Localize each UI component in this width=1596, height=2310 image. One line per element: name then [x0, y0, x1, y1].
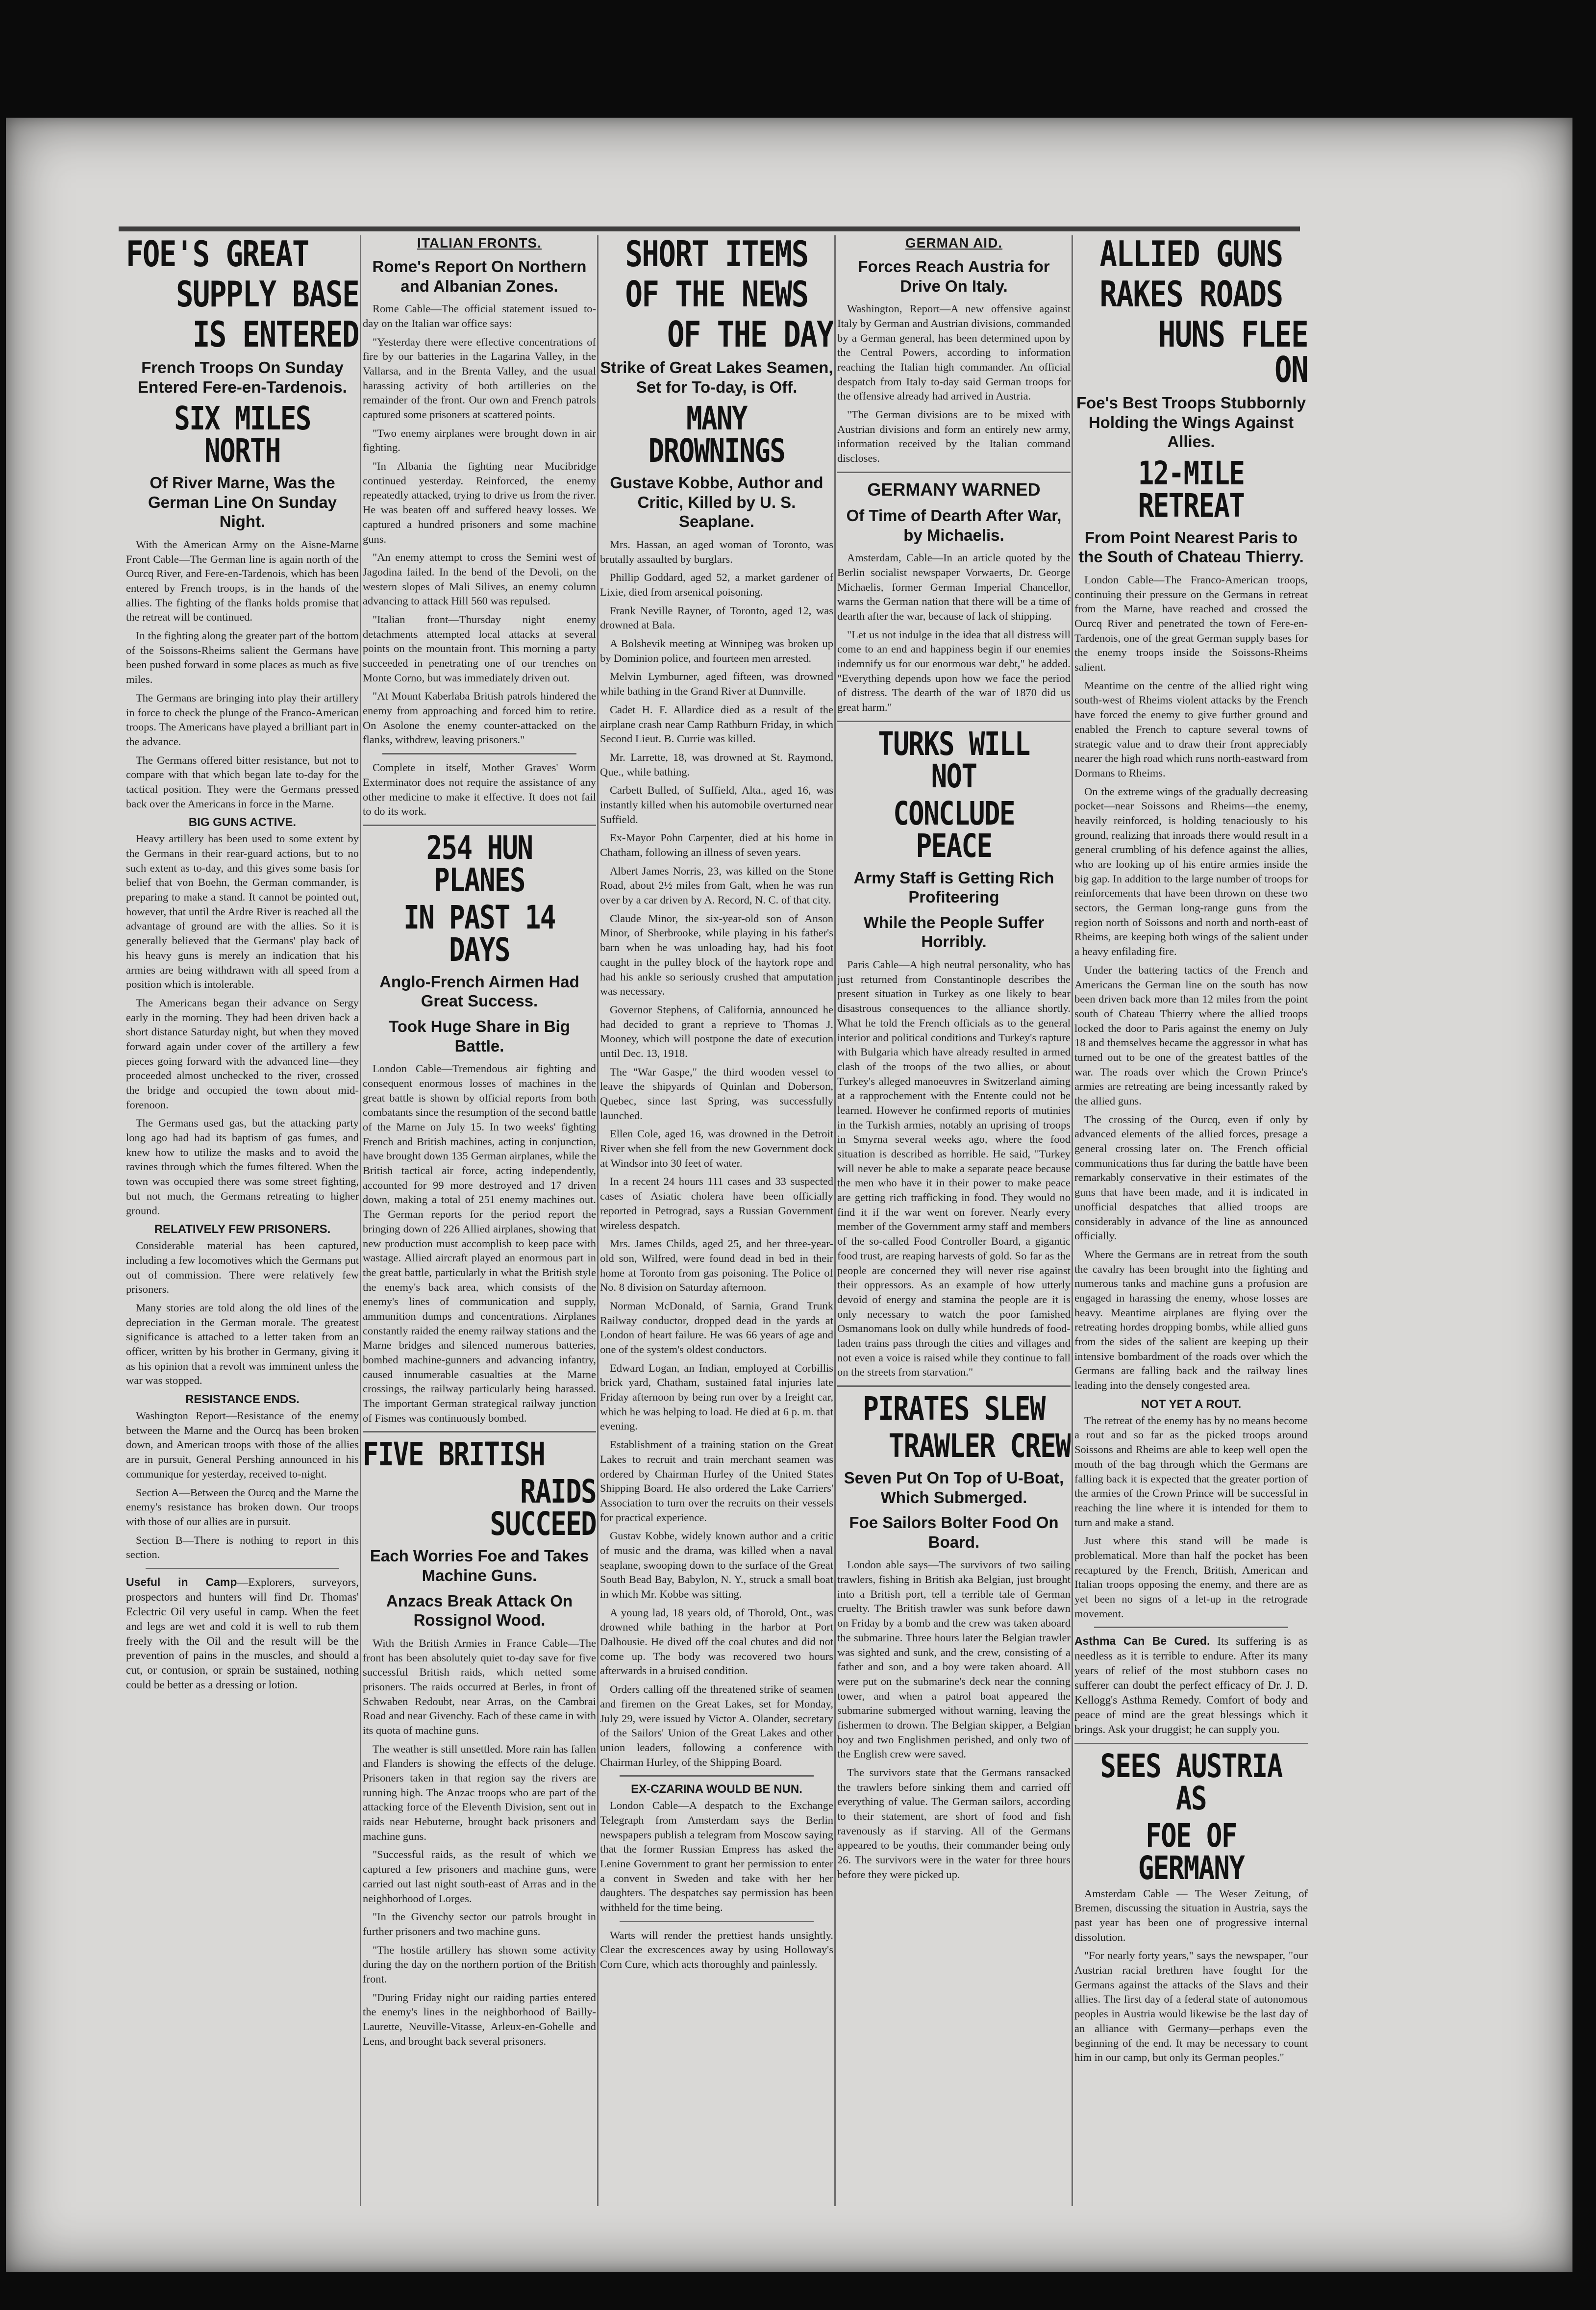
news-item: Governor Stephens, of California, announced he had decided to grant a reprieve to Thomas J. Mooney, which will postpone the date of execution until Dec. 13, 1918. [600, 1003, 833, 1059]
paragraph: With the American Army on the Aisne-Marne Front Cable—The German line is again north of the Ourcq River, and Fere-en-Tardenois, which has been entered by French troops, is in the hands of the allies. The fighting of the flanks holds promise that the retreat will be continued. [126, 538, 359, 624]
paragraph: Washington Report—Resistance of the enemy between the Marne and the Ourcq has been broken down, and American troops with those of the allies are in pursuit, General Pershing announced in his communique for yesterday, received to-night. [126, 1409, 359, 1480]
headline-line: OF THE DAY [667, 314, 833, 355]
paragraph: "For nearly forty years," says the newspaper, "our Austrian racial brethren have fought for the Germans against the attacks of the Slavs and their allies. The first day of a federal state of autonomous peoples in Austria would likewise be the last day of an alliance with Germany—perhaps even the beginning of the end. It may be necessary to count him in our camp, but only its German peoples." [1074, 1949, 1308, 2064]
deck: Foe's Best Troops Stubbornly Holding the Wings Against Allies. [1076, 394, 1306, 451]
deck: Army Staff is Getting Rich Profiteering [853, 868, 1054, 906]
divider [837, 472, 1071, 473]
column-4 [837, 231, 1071, 2197]
divider [382, 753, 576, 754]
headline-line: RAKES ROADS [1099, 274, 1283, 315]
paragraph: Many stories are told along the old lines of the depreciation in the German morale. The greatest significance is attached to a letter taken from an officer, written by his brother in Germany, giving it as his opinion that a revolt was imminent unless the war was stopped. [126, 1301, 359, 1387]
column-2 [363, 231, 596, 2197]
deck: French Troops On Sunday Entered Fere-en-Tardenois. [138, 358, 347, 396]
deck: Of River Marne, Was the German Line On Sunday Night. [148, 474, 337, 531]
subheading: RESISTANCE ENDS. [185, 1393, 299, 1406]
paragraph: "Successful raids, as the result of which we captured a few prisoners and machine guns, were carried out last night south-east of Arras and in the neighborhood of Lorges. [363, 1848, 596, 1905]
paragraph: Where the Germans are in retreat from the south the cavalry has been brought into the fighting and numerous tanks and machine guns a profusion are engaged in harassing the enemy, whose losses are heavy. Meantime airplanes are flying over the retreating hordes dropping bombs, while allied guns from the sides of the salient are keeping up their intensive bombardment of the roads over which the Germans are falling back and the railway lines leading into the densely congested area. [1074, 1248, 1308, 1392]
headline-line: SUPPLY BASE [176, 274, 359, 315]
paragraph: Under the battering tactics of the French and Americans the German line on the south has now been driven back more than 12 miles from the point south of Chateau Thierry where the allied troops locked the door to Paris against the enemy on July 18 and themselves became the aggressor in what has turned out to be one of the greatest battles of the war. The roads over which the Crown Prince's armies are retreating are being incessantly raked by the allied guns. [1074, 963, 1308, 1107]
headline-line: TURKS WILL NOT [878, 725, 1030, 795]
advertisement: Complete in itself, Mother Graves' Worm Exterminator does not require the assistance of any other medicine to make it effective. It does not fail to do its work. [363, 761, 596, 818]
deck: Rome's Report On Northern and Albanian Zones. [372, 257, 587, 295]
paragraph: "At Mount Kaberlaba British patrols hindered the enemy from approaching and forced him to retire. On Asolone the enemy counter-attacked on the flanks, withdrew, leaving prisoners." [363, 690, 596, 746]
headline: GERMANY WARNED [867, 479, 1041, 500]
divider [1074, 1743, 1308, 1744]
paragraph: Section A—Between the Ourcq and the Marne the enemy's resistance has broken down. Our troops with those of our allies are in pursuit. [126, 1486, 359, 1528]
advertisement [126, 1575, 359, 1692]
headline-line: 254 HUN PLANES [426, 829, 533, 899]
news-item: Gustav Kobbe, widely known author and a critic of music and the drama, was killed when a naval seaplane, swooping down to the surface of the Great South Bead Bay, Babylon, N. Y., struck a small boat in which Mr. Kobbe was sitting. [600, 1530, 833, 1601]
headline-line: CONCLUDE PEACE [893, 794, 1015, 865]
divider [363, 825, 596, 826]
paragraph: The retreat of the enemy has by no means become a rout and so far as the picked troops around Soissons and Rheims are able to keep well open the mouth of the bag through which the Germans are falling back it is expected that the greater portion of the armies of the Crown Prince will be successful in reaching the line where it is intended for them to turn and make a stand. [1074, 1414, 1308, 1529]
paragraph: Meantime on the centre of the allied right wing south-west of Rheims violent attacks by the French have forced the enemy to give further ground and enabled the French to capture several towns of strategic value and to draw their front appreciably nearer the high road which runs north-eastward from Dormans to Rheims. [1074, 679, 1308, 779]
headline-line: PIRATES SLEW [863, 1390, 1045, 1428]
paragraph: "An enemy attempt to cross the Semini west of Jagodina failed. In the bend of the Devoli, on the western slopes of Mali Silives, an enemy column advancing to attack Hill 560 was repulsed. [363, 551, 596, 607]
column-3 [600, 231, 833, 2197]
headline: 12-MILE RETREAT [1138, 454, 1245, 525]
news-items-list [600, 537, 833, 1769]
column-rule [360, 235, 361, 2206]
headline-line: RAIDS SUCCEED [490, 1473, 596, 1543]
advertisement [1074, 1634, 1308, 1736]
masthead-rule [119, 226, 1300, 231]
paragraph: The Germans offered bitter resistance, but not to compare with that which began late to-day for the tactical position. They were the Germans pressed back over the Americans in force in the Marne. [126, 753, 359, 810]
news-item: Ex-Mayor Pohn Carpenter, died at his home in Chatham, following an illness of seven years. [600, 831, 833, 859]
paragraph: Section B—There is nothing to report in this section. [126, 1533, 359, 1561]
deck: Each Worries Foe and Takes Machine Guns. [370, 1547, 589, 1585]
news-item: A Bolshevik meeting at Winnipeg was broken up by Dominion police, and fourteen men arrested. [600, 637, 833, 664]
news-item: Frank Neville Rayner, of Toronto, aged 12, was drowned at Bala. [600, 604, 833, 631]
news-item: Norman McDonald, of Sarnia, Grand Trunk Railway conductor, dropped dead in the yards at London of heart failure. He was 66 years of age and one of the system's oldest conductors. [600, 1299, 833, 1356]
divider [837, 721, 1071, 722]
paragraph: "The hostile artillery has shown some activity during the day on the northern portion of the British front. [363, 1943, 596, 1985]
headline-line: SEES AUSTRIA AS [1100, 1747, 1282, 1817]
news-item: A young lad, 18 years old, of Thorold, Ont., was drowned while bathing in the harbor at Port Dalhousie. He dived off the coal chutes and did not come up. The body was recovered two hours afterwards in a bruised condition. [600, 1606, 833, 1677]
column-1 [126, 231, 359, 2197]
headline-line: HUNS FLEE ON [1158, 314, 1308, 390]
paragraph: "The German divisions are to be mixed with Austrian divisions and form an entirely new army, information received by the Italian command discloses. [837, 408, 1071, 465]
paragraph: The crossing of the Ourcq, even if only by advanced elements of the allied forces, presage a general crossing later on. The French official communications thus far during the battle have been remarkably conservative in their estimates of the guns that have been made, and it is indicated in unofficial despatches that allied troops are considerably in advance of the line as announced officially. [1074, 1113, 1308, 1242]
paragraph: The Germans are bringing into play their artillery in force to check the plunge of the Franco-American troops. The Americans have played a brilliant part in the advance. [126, 691, 359, 748]
news-item: Mrs. Hassan, an aged woman of Toronto, was brutally assaulted by burglars. [600, 538, 833, 565]
deck: Strike of Great Lakes Seamen, Set for To-day, is Off. [600, 358, 833, 396]
paragraph: "Italian front—Thursday night enemy detachments attempted local attacks at several points on the mountain front. This morning a party succeeded in penetrating one of our trenches on Monte Corno, but was immediately driven out. [363, 613, 596, 684]
paragraph: Amsterdam Cable — The Weser Zeitung, of Bremen, discussing the situation in Austria, says the past year has been one of progressive internal dissolution. [1074, 1887, 1308, 1943]
news-item: In a recent 24 hours 111 cases and 33 suspected cases of Asiatic cholera have been officially reported in Petrograd, says a Russian Government wireless despatch. [600, 1175, 833, 1231]
news-item: Orders calling off the threatened strike of seamen and firemen on the Great Lakes, set for Monday, July 29, were issued by Victor A. Olander, secretary of the Sailors' Union of the Great Lakes and other union leaders, following a conference with Chairman Hurley, of the Shipping Board. [600, 1683, 833, 1768]
paragraph: The weather is still unsettled. More rain has fallen and Flanders is showing the effects of the deluge. Prisoners taken in that region say the rivers are running high. The Anzac troops who are part of the attacking force of the Eleventh Division, sent out in raids near Hebuterne, brought back prisoners and machine guns. [363, 1742, 596, 1842]
deck: Of Time of Dearth After War, by Michaelis. [846, 506, 1062, 544]
divider [146, 1568, 339, 1569]
column-rule [597, 235, 598, 2206]
deck: Seven Put On Top of U-Boat, Which Submerged. [844, 1469, 1064, 1507]
headline: SIX MILES NORTH [174, 400, 311, 470]
headline-line: IS ENTERED [192, 314, 359, 355]
news-item: The "War Gaspe," the third wooden vessel to leave the shipyards of Quinlan and Doberson, Quebec, since last Spring, was successfully launched. [600, 1065, 833, 1122]
column-rule [1072, 235, 1073, 2206]
news-item: Albert James Norris, 23, was killed on the Stone Road, about 2½ miles from Galt, when he was run over by a car driven by A. Record, N. C. of that city. [600, 864, 833, 906]
paragraph: With the British Armies in France Cable—The front has been absolutely quiet to-day save for five successful British raids, which netted some prisoners. The raids occurred at Berles, in front of Schwaben Redoubt, near Arras, on the Cambrai Road and near Givenchy. Each of these came in with its quota of machine guns. [363, 1636, 596, 1736]
headline-line: ALLIED GUNS [1099, 233, 1283, 275]
deck: Forces Reach Austria for Drive On Italy. [858, 257, 1050, 295]
news-item: Claude Minor, the six-year-old son of Anson Minor, of Sherbrooke, while playing in his father's barn when he was unloading hay, had his foot caught in the pulley block of the haytork rope and had his ankle so seriously crushed that amputation was necessary. [600, 912, 833, 998]
ad-text: —Explorers, surveyors, prospectors and hunters will find Dr. Thomas' Eclectric Oil very useful in camp. When the feet and legs are wet and cold it is well to rub them freely with the Oil and the result will be the prevention of pains in the muscles, and should a cut, or contusion, or sprain be sustained, nothing could be better as a dressing or lotion. [126, 1576, 359, 1691]
column-rule [834, 235, 836, 2206]
ad-text: Its suffering is as needless as it is terrible to endure. After its many years of relief of the most stubborn cases no sufferer can doubt the perfect efficacy of Dr. J. D. Kellogg's Asthma Remedy. Comfort of body and peace of mind are the great blessings which it brings. Ask your druggist; he can supply you. [1074, 1635, 1308, 1735]
paragraph: London Cable—The Franco-American troops, continuing their pressure on the Germans in retreat from the Marne, have reached and crossed the Ourcq River and penetrated the town of Fere-en-Tardenois, one of the great German supply bases for the enemy troops inside the Soissons-Rheims salient. [1074, 573, 1308, 674]
subheading: NOT YET A ROUT. [1141, 1397, 1242, 1411]
deck: From Point Nearest Paris to the South of Chateau Thierry. [1078, 528, 1304, 566]
deck: Gustave Kobbe, Author and Critic, Killed by U. S. Seaplane. [610, 474, 823, 531]
ad-title: Useful in Camp [126, 1575, 237, 1588]
paragraph: "Let us not indulge in the idea that all distress will come to an end and happiness begin if our enemies indemnify us for our enormous war debt," he added. "Everything depends upon how we face the period of distress. The dearth of the war of 1870 did us great harm." [837, 628, 1071, 713]
divider [837, 1385, 1071, 1387]
deck: While the People Suffer Horribly. [863, 913, 1045, 951]
news-item: Establishment of a training station on the Great Lakes to recruit and train merchant seamen was ordered by Chairman Hurley of the United States Shipping Board. He also ordered the Lake Carriers' Association to turn over the recruits on their vessels for practical experience. [600, 1438, 833, 1524]
ad-title: Asthma Can Be Cured. [1074, 1634, 1210, 1648]
headline-line: SHORT ITEMS [625, 233, 808, 275]
paragraph: The survivors state that the Germans ransacked the trawlers before sinking them and carried off everything of value. The German sailors, according to their statement, are short of food and fish ravenously as if starving. All of the Germans appeared to be youths, their commander being only 26. The survivors were in the water for three hours before they were picked up. [837, 1766, 1071, 1881]
paragraph: Considerable material has been captured, including a few locomotives which the Germans put out of commission. There were relatively few prisoners. [126, 1239, 359, 1296]
news-item: Carbett Bulled, of Suffield, Alta., aged 16, was instantly killed when his automobile overturned near Suffield. [600, 784, 833, 826]
paragraph: On the extreme wings of the gradually decreasing pocket—near Soissons and Rheims—the enemy, heavily reinforced, is holding tenaciously to his ground, realizing that inroads there would result in a general crumbling of his defence against the allies, who are looking up of his entire armies inside the big gap. In addition to the large number of troops for reinforcements that have been thrown on these two sectors, the German long-range guns from the region north of Soissons and north and north-east of Rheims, are keeping both wings of the salient under a heavy enfilading fire. [1074, 785, 1308, 958]
kicker: ITALIAN FRONTS. [417, 235, 542, 251]
news-item: Mr. Larrette, 18, was drowned at St. Raymond, Que., while bathing. [600, 751, 833, 778]
paragraph: The Germans used gas, but the attacking party long ago had had its baptism of gas fumes, and knew how to utilize the masks and to avoid the ravines through which the fumes filtered. When the town was occupied there was some street fighting, but not much, the Germans retreating to higher ground. [126, 1117, 359, 1217]
advertisement: Warts will render the prettiest hands unsightly. Clear the excrescences away by using Holloway's Corn Cure, which acts thoroughly and painlessly. [600, 1929, 833, 1971]
kicker: GERMAN AID. [905, 235, 1003, 251]
paragraph: Heavy artillery has been used to some extent by the Germans in their rear-guard actions, but to no such extent as to-day, and this gives some basis for belief that von Boehn, the German commander, is preparing to make a stand. It cannot be pointed out, however, that until the Ardre River is reached all the advantage of ground are with the allies. So it is generally believed that the Germans' play back of his heavy guns is merely an indication that his armies are being withdrawn with all speed from a position which is intolerable. [126, 832, 359, 991]
deck: Anzacs Break Attack On Rossignol Wood. [386, 1591, 573, 1630]
headline-line: TRAWLER CREW [888, 1427, 1071, 1465]
subheading: RELATIVELY FEW PRISONERS. [154, 1223, 331, 1236]
divider [620, 1775, 814, 1777]
headline-line: OF THE NEWS [625, 274, 808, 315]
divider [363, 1431, 596, 1432]
paragraph: Amsterdam, Cable—In an article quoted by the Berlin socialist newspaper Vorwaerts, Dr. George Michaelis, former German Imperial Chancellor, warns the German nation that there will be a time of dearth after the war, because of lack of shipping. [837, 552, 1071, 622]
headline-line: FOE OF GERMANY [1138, 1816, 1245, 1887]
divider [620, 1921, 814, 1922]
headline-line: FIVE BRITISH [363, 1435, 545, 1474]
deck: Took Huge Share in Big Battle. [389, 1017, 570, 1055]
headline-line: FOE'S GREAT [126, 233, 309, 275]
headline: MANY DROWNINGS [648, 400, 785, 470]
paragraph: In the fighting along the greater part of the bottom of the Soissons-Rheims salient the Germans have been pushed forward in some places as much as five miles. [126, 629, 359, 686]
paragraph: "Yesterday there were effective concentrations of fire by our batteries in the Lagarina Valley, in the Vallarsa, and in the Brenta Valley, and the usual harassing activity of both artilleries on the remainder of the front. Our own and French patrols captured some prisoners at scattered points. [363, 335, 596, 421]
news-item: Melvin Lymburner, aged fifteen, was drowned while bathing in the Grand River at Dunnville. [600, 670, 833, 698]
paragraph: "In Albania the fighting near Mucibridge continued yesterday. Reinforced, the enemy repeatedly attacked, trying to drive us from the river. He was beaten off and suffered heavy losses. We captured a hundred prisoners and some machine guns. [363, 460, 596, 545]
paragraph: "During Friday night our raiding parties entered the enemy's lines in the neighborhood of Bailly-Laurette, Neuville-Vitasse, Arleux-en-Gohelle and Lens, and brought back several prisoners. [363, 1991, 596, 2047]
paragraph: Paris Cable—A high neutral personality, who has just returned from Constantinople describes the present situation in Turkey as one likely to bear disastrous consequences to the alliance shortly. What he told the French officials as to the general interior and political conditions and Turkey's rapture with Bulgaria which have already resulted in armed clash of the troops of the two allies, or about Turkey's alleged manoeuvres in Switzerland aiming at a rapprochement with the Entente could not be learned. However he confirmed reports of mutinies in the Turkish armies, notably an uprising of troops in Smyrna several weeks ago, where the food situation is described as horrible. He said, "Turkey will never be able to make a separate peace because the men who have it in their power to make peace are getting rich trafficking in food. They would no find it if the war went on forever. Nearly every member of the Government army staff and members of the so-called Food Controller Board, a gigantic food trust, are reaping harvests of gold. So far as the people are concerned they will never rise against their oppressors. As an example of how utterly devoid of energy and stamina the people are it is only necessary to watch the poor famished Osmanomans look on dully while hundreds of food-laden trains pass through the cities and villages and not even a voice is raised while they continue to fall on the streets from starvation." [837, 958, 1071, 1379]
paragraph: "Two enemy airplanes were brought down in air fighting. [363, 427, 596, 454]
column-5 [1074, 231, 1308, 2197]
paragraph: Rome Cable—The official statement issued to-day on the Italian war office says: [363, 302, 596, 329]
deck: Foe Sailors Bolter Food On Board. [849, 1513, 1059, 1551]
news-item: Ellen Cole, aged 16, was drowned in the Detroit River when she fell from the new Government dock at Windsor into 30 feet of water. [600, 1128, 833, 1169]
news-item: Edward Logan, an Indian, employed at Corbillis brick yard, Chatham, sustained fatal injuries late Friday afternoon by being run over by a freight car, which he was helping to load. He died at 6 p. m. that evening. [600, 1361, 833, 1432]
newspaper-page [6, 118, 1572, 2272]
subheading: EX-CZARINA WOULD BE NUN. [631, 1783, 802, 1796]
news-item: Mrs. James Childs, aged 25, and her three-year-old son, Wilfred, were found dead in bed in their home at Toronto from gas poisoning. The Police of No. 8 division on Saturday afternoon. [600, 1237, 833, 1294]
paragraph: London able says—The survivors of two sailing trawlers, fishing in British aka Belgian, just brought into a British port, tell a terrible tale of German cruelty. The British trawler was sunk before dawn on Friday by a bomb and the crew was taken aboard the submarine. Three hours later the Belgian trawler was sighted and sunk, and the crew, consisting of a father and son, and a boy were taken aboard. All were put on the submarine's deck near the conning tower, and when a patrol boat appeared the submarine submerged without warning, leaving the fishermen to drown. The Belgian skipper, a Belgian boy and two Englishmen perished, and only two of the English crew were saved. [837, 1558, 1071, 1760]
news-item: Phillip Goddard, aged 52, a market gardener of Lixie, died from arsenical poisoning. [600, 571, 833, 599]
divider [1094, 1627, 1288, 1628]
subheading: BIG GUNS ACTIVE. [188, 816, 297, 829]
paragraph: Just where this stand will be made is problematical. More than half the pocket has been recaptured by the French, British, American and Italian troops opposing the enemy, and there are as yet been no signs of a let-up in the retrograde movement. [1074, 1534, 1308, 1620]
paragraph: "In the Givenchy sector our patrols brought in further prisoners and two machine guns. [363, 1910, 596, 1937]
deck: Anglo-French Airmen Had Great Success. [379, 972, 579, 1010]
paragraph: London Cable—Tremendous air fighting and consequent enormous losses of machines in the great battle is shown by official reports from both combatants since the resumption of the second battle of the Marne on July 15. In two weeks' fighting French and British machines, acting in conjunction, have brought down 135 German airplanes, while the British tactical air force, acting independently, accounted for 99 more destroyed and 17 driven down, making a total of 251 enemy machines out. The German reports for the period report the bringing down of 226 Allied airplanes, showing that new production must accomplish to keep pace with wastage. Allied aircraft played an enormous part in the great battle, particularly in what the British style the enemy's back area, which consists of the enemy's lines of communication and supply, ammunition dumps and concentrations. Airplanes constantly raided the enemy railway stations and the Marne bridges and silenced numerous batteries, bombed machine-gunners and advancing infantry, caused innumerable casualties at the Marne crossings, the railway particularly being harassed. The important German strategical railway junction of Fismes was continuously bombed. [363, 1062, 596, 1424]
paragraph: London Cable—A despatch to the Exchange Telegraph from Amsterdam says the Berlin newspapers publish a telegram from Moscow saying that the former Russian Empress has asked the Lenine Government to grant her permission to enter a convent in Sweden and take with her her daughters. The despatches say permission has been withheld for the time being. [600, 1799, 833, 1914]
paragraph: The Americans began their advance on Sergy early in the morning. They had been driven back a short distance Saturday night, but when they moved forward again under cover of the artillery a few pieces going forward with the advanced line—they proceeded almost unchecked to the river, crossed the bridge and occupied the town about mid-forenoon. [126, 996, 359, 1111]
headline-line: IN PAST 14 DAYS [403, 898, 555, 969]
paragraph: Washington, Report—A new offensive against Italy by German and Austrian divisions, commanded by a German general, has been determined upon by the Central Powers, according to information reaching the Italian high commander. An official despatch from Italy to-day said German troops for the offensive already had arrived in Austria. [837, 302, 1071, 402]
news-item: Cadet H. F. Allardice died as a result of the airplane crash near Camp Rathburn Friday, in which Second Lieut. B. Currie was killed. [600, 703, 833, 745]
